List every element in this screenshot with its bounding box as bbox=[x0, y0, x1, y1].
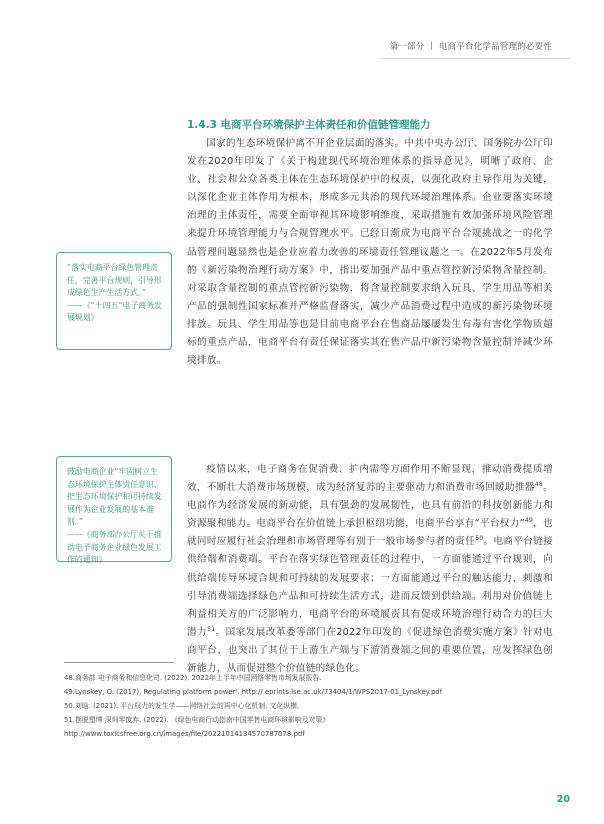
page-number: 20 bbox=[556, 794, 570, 805]
paragraph-2-text-1: 疫情以来，电子商务在促消费、扩内需等方面作用不断显现，推动消费提质增效，不断壮大消费市场规模，成为经济复苏的主要驱动力和消费市场回暖助推器 bbox=[187, 464, 553, 494]
quote-text: 鼓励电商企业“牢固树立生态环境保护主体责任意识、把生态环境保护和可持续发展作为企业发展的基本准则。” bbox=[67, 467, 162, 527]
footnote-48: 48.商务部 电子商务和信息化司. (2022). 2022年上半年中国网络零售市场发展报告. bbox=[64, 674, 322, 682]
footnote-ref-50: 50 bbox=[475, 535, 484, 543]
paragraph-2-text-5: 。国家发展改革委等部门在2022年印发的《促进绿色消费实施方案》针对电商平台，也突出了其位于上游生产端与下游消费端之间的重要位置，应发挥绿色创新能力，从而促进整个价值链的绿色化。 bbox=[187, 626, 553, 675]
sidebar-quote-1 bbox=[56, 252, 172, 350]
quote-text: “落实电商平台绿色管理责任，完善平台规则，引导形成绿色生产生活方式。” bbox=[67, 263, 162, 298]
paragraph-2-text-2: 。电商作为经济发展的新动能，具有强劲的发展韧性，也具有前沿的科技创新能力和资源聚和能力。电商平台在价值链上承担枢纽功能，电商平台享有“平台权力” bbox=[187, 482, 553, 530]
paragraph-2-text-4: 。电商平台链接供给端和消费端。平台在落实绿色管理责任的过程中，一方面能通过平台规则，向供给端传导环境合规和可持续的发展要求；一方面能通过平台的触达能力，刺激和引导消费端选择绿色产品和可持续生活方式，进而反馈到供给端。利用对价值链上利益相关方的广泛影响力，电商平台的环境履责具有促成环境治理行动合力的巨大潜力 bbox=[187, 536, 553, 638]
body-paragraph-1: 国家的生态环境保护离不开企业层面的落实。中共中央办公厅、国务院办公厅印发在2020年印发了《关于构建现代环境治理体系的指导意见》，明晰了政府、企业、社会和公众各类主体在生态环境保护中的权责，以强化政府主导作用为关键，以深化企业主体作用为根本，形成多元共治的现代环境治理体系。企业要落实环境治理的主体责任，需要全面审视其环境影响维度，采取措施有效加强环境风险管理来提升环境管理能力与合规管理水平。已经日渐成为电商平台合规挑战之一的化学品管理问题显然也是企业应着力改善的环境责任管理议题之一。在2022年5月发布的《新污染物治理行动方案》中，指出要加强产品中重点管控新污染物含量控制。对采取含量控制的重点管控新污染物，将含量控制要求纳入玩具、学生用品等相关产品的强制性国家标准并严格监督落实，减少产品消费过程中造成的新污染物环境排放。玩具、学生用品等也是目前电商平台在售商品屡屡发生有毒有害化学物质超标的重点产品，电商平台有责任保证落实其在售产品中新污染物含量控制并减少环境排放。 bbox=[187, 138, 553, 367]
footnote-ref-49: 49 bbox=[524, 517, 534, 525]
footnotes bbox=[64, 671, 564, 741]
sidebar-quote-2 bbox=[56, 456, 172, 565]
paragraph-2-text-3: ，也就同时应履行社会治理和市场管理等有别于一般市场参与者的责任 bbox=[187, 518, 553, 548]
header-divider bbox=[380, 58, 570, 59]
footnote-51: 51.摆脱塑缚 深圳零废弃. (2022). 《绿色电商行动指南中国零售电商环境影响及对策》 bbox=[64, 716, 330, 725]
footnote-ref-48: 48 bbox=[534, 481, 544, 489]
body-paragraph-2 bbox=[187, 461, 553, 678]
section-title: 1.4.3 电商平台环境保护主体责任和价值链管理能力 bbox=[187, 119, 431, 131]
footnote-51-url: http://www.toxicsfree.org.cn/images/file/20221014134570787078.pdf bbox=[64, 730, 305, 739]
quote-source: ——《“十四五”电子商务发展规划》 bbox=[67, 300, 162, 323]
footnote-divider bbox=[64, 662, 174, 663]
footnote-50: 50.刘晗. (2021). 平台权力的发生学——网络社会的再中心化机制. 文化纵横. bbox=[64, 702, 300, 711]
footnote-ref-51: 51 bbox=[207, 625, 216, 633]
quote-source: ——《商务部办公厅关于推动电子商务企业绿色发展工作的通知》 bbox=[67, 529, 162, 565]
footnote-49: 49.Lynskey, O. (2017). Regulating platform power'. http:// eprints.lse.ac.uk/73404/1/WPS2017-01_Lynskey.pdf bbox=[64, 688, 443, 697]
running-header: 第一部分 丨 电商平台化学品管理的必要性 bbox=[389, 42, 552, 52]
